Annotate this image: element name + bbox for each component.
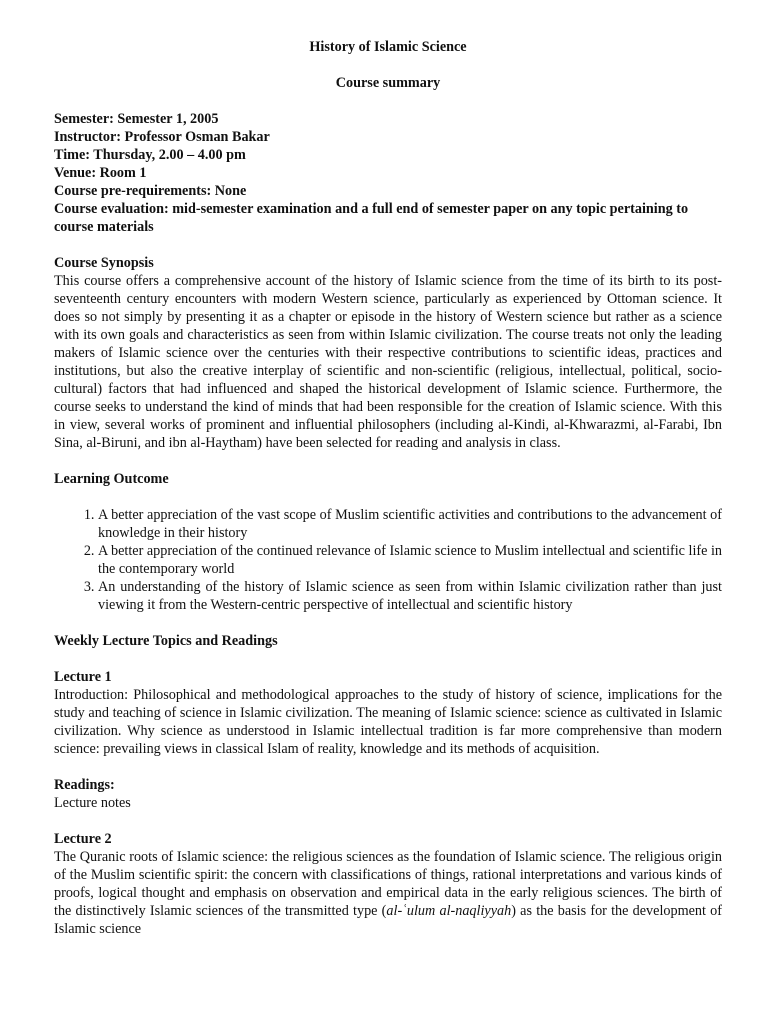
document-subtitle: Course summary: [335, 75, 441, 91]
list-item: 2. A better appreciation of the continued relevance of Islamic science to Muslim intellectual and scientific life in the contemporary world: [98, 542, 722, 578]
lecture-1-text: Introduction: Philosophical and methodological approaches to the study of history of science, implications for the study and teaching of science in Islamic civilization. The meaning of Islamic science: science as cultivated in Islamic civilization. Why science as understood in Islamic intellectual tradition is far more comprehensive than modern science: prevailing views in classical Islam of reality, knowledge and its methods of acquisition.: [54, 687, 722, 757]
learning-outcome-heading: Learning Outcome: [54, 471, 169, 487]
lecture-2-heading: Lecture 2: [54, 831, 112, 847]
instructor-line: Instructor: Professor Osman Bakar: [54, 129, 270, 145]
lecture-2-text-after: ) as the basis for the development of Islamic science: [54, 903, 722, 937]
evaluation-line: Course evaluation: mid-semester examination and a full end of semester paper on any topic pertaining to course materials: [54, 201, 689, 235]
course-meta: [54, 110, 722, 236]
lecture-1-readings: Lecture notes: [54, 795, 131, 811]
weekly-topics-heading: Weekly Lecture Topics and Readings: [54, 633, 278, 649]
venue-line: Venue: Room 1: [54, 165, 147, 181]
learning-outcome-list: [54, 506, 722, 614]
semester-line: Semester: Semester 1, 2005: [54, 111, 219, 127]
lecture-2-text-before: The Quranic roots of Islamic science: the religious sciences as the foundation of Islamic science. The religious origin of the Muslim scientific spirit: the concern with classifications of things, rational interpretations and various kinds of proofs, logical thought and emphasis on observation and empirical data in the early religious sciences. The birth of the distinctively Islamic sciences of the transmitted type (: [54, 849, 722, 919]
list-item: 1. A better appreciation of the vast scope of Muslim scientific activities and contributions to the advancement of knowledge in their history: [98, 506, 722, 542]
synopsis-text: This course offers a comprehensive account of the history of Islamic science from the time of its birth to its post-seventeenth century encounters with modern Western science, particularly as experienced by Ottoman science. It does so not simply by presenting it as a chapter or episode in the history of Western science but rather as a science with its own goals and characteristics as seen from within Islamic civilization. The course treats not only the leading makers of Islamic science over the centuries with their respective contributions to scientific ideas, practices and institutions, but also the creative interplay of scientific and non-scientific (religious, intellectual, political, socio-cultural) factors that had influenced and shaped the historical development of Islamic science. Furthermore, the course seeks to understand the kind of minds that had been responsible for the creation of Islamic science. With this in view, several works of prominent and influential philosophers (including al-Kindi, al-Khwarazmi, al-Farabi, Ibn Sina, al-Biruni, and ibn al-Haytham) have been selected for reading and analysis in class.: [54, 273, 722, 451]
prereq-line: Course pre-requirements: None: [54, 183, 247, 199]
synopsis-heading: Course Synopsis: [54, 255, 154, 271]
time-line: Time: Thursday, 2.00 – 4.00 pm: [54, 147, 246, 163]
lecture-1-heading: Lecture 1: [54, 669, 112, 685]
lecture-2-italic-term: al-ʿulum al-naqliyyah: [386, 903, 512, 919]
document-title: History of Islamic Science: [309, 39, 467, 55]
list-item: 3. An understanding of the history of Islamic science as seen from within Islamic civilization rather than just viewing it from the Western-centric perspective of intellectual and scientific history: [98, 578, 722, 614]
lecture-1-readings-heading: Readings:: [54, 777, 115, 793]
lecture-2-text: [54, 848, 722, 938]
